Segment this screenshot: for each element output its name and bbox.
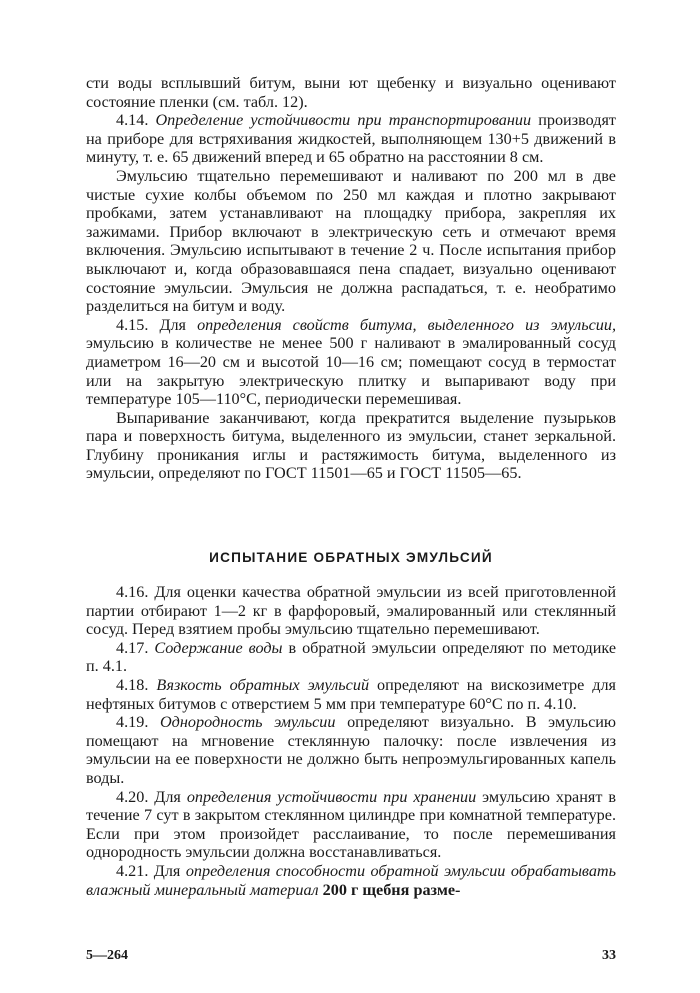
clause-number: 4.14. [116,111,149,130]
paragraph-4-18 [86,676,616,713]
clause-title: Определение устойчивости при транспортировании [155,111,532,130]
paragraph-4-15 [86,316,616,409]
clause-title: определения свойств битума, выделенного из эмульсии, [197,315,616,334]
paragraph-4-21 [86,862,616,899]
paragraph-4-17 [86,639,616,676]
paragraph-4-19 [86,713,616,787]
clause-title: определения устойчивости при хранении [186,787,477,806]
clause-title: Содержание воды [154,638,283,657]
clause-number: 4.15. Для [116,315,187,334]
clause-number: 4.20. Для [116,787,181,806]
clause-number: 4.19. [116,713,149,732]
clause-text: эмульсию в количестве не менее 500 г наливают в эмалированный сосуд диаметром 16—20 см и высотой 10—16 см; помещают сосуд в термостат или на закрытую электрическую плитку и выпаривают воду при температуре 105—110°С, периодически перемешивая. [86,334,616,409]
clause-text: 200 г щебня разме- [322,880,461,899]
clause-text: определяют на вискозиметре для нефтяных битумов с отверстием 5 мм при температуре 60°С по п. 4.10. [86,675,617,713]
clause-title: Однородность эмульсии [159,713,336,732]
clause-text: эмульсию хранят в течение 7 сут в закрытом стеклянном цилиндре при комнатной температуре. Если при этом произойдет расслаивание, то после перемешивания однородность эмульсии должна восстанавливаться. [86,787,617,862]
section-reverse-emulsions [86,583,616,899]
paragraph-procedure: Эмульсию тщательно перемешивают и наливают по 200 мл в две чистые сухие колбы объемом по 250 мл каждая и плотно закрывают пробками, затем устанавливают на площадку прибора, закрепляя их зажимами. Прибор включают в электрическую сеть и отмечают время включения. Эмульсию испытывают в течение 2 ч. После испытания прибор выключают и, когда образовавшаяся пена спадает, визуально оценивают состояние эмульсии. Эмульсия не должна распадаться, т. е. необратимо разделиться на битум и воду. [86,166,616,316]
clause-title: определения способности обратной эмульсии обрабатывать влажный минеральный материал [86,861,616,899]
paragraph-4-14 [86,111,616,167]
printer-signature: 5—264 [86,948,128,963]
paragraph-4-16: 4.16. Для оценки качества обратной эмульсии из всей приготовленной партии отбирают 1—2 кг в фарфоровый, эмалированный или стеклянный сосуд. Перед взятием пробы эмульсию тщательно перемешивают. [86,583,616,639]
clause-number: 4.21. Для [116,861,181,880]
clause-title: Вязкость обратных эмульсий [156,675,370,694]
clause-number: 4.18. [116,675,149,694]
clause-text: определяют визуально. В эмульсию помещают на мгновение стеклянную палочку: после извлечения из эмульсии на ее поверхности не должно быть непроэмульгированных капель воды. [86,713,617,787]
clause-text: производят на приборе для встряхивания жидкостей, выполняющем 130+5 движений в минуту, т. е. 65 движений вперед и 65 обратно на расстоянии 8 см. [86,111,617,167]
section-heading: ИСПЫТАНИЕ ОБРАТНЫХ ЭМУЛЬСИЙ [209,550,493,565]
paragraph-continuation: сти воды всплывший битум, выни ют щебенку и визуально оценивают состояние пленки (см. табл. 12). [86,74,616,111]
page-number: 33 [602,948,616,963]
paragraph-4-20 [86,788,616,862]
clause-text: в обратной эмульсии определяют по методике п. 4.1. [86,638,617,676]
paragraph-evaporation-end: Выпаривание заканчивают, когда прекратится выделение пузырьков пара и поверхность битума, выделенного из эмульсии, станет зеркальной. Глубину проникания иглы и растяжимость битума, выделенного из эмульсии, определяют по ГОСТ 11501—65 и ГОСТ 11505—65. [86,408,616,483]
clause-number: 4.17. [116,638,149,657]
section-transport-evaporation [86,74,616,483]
